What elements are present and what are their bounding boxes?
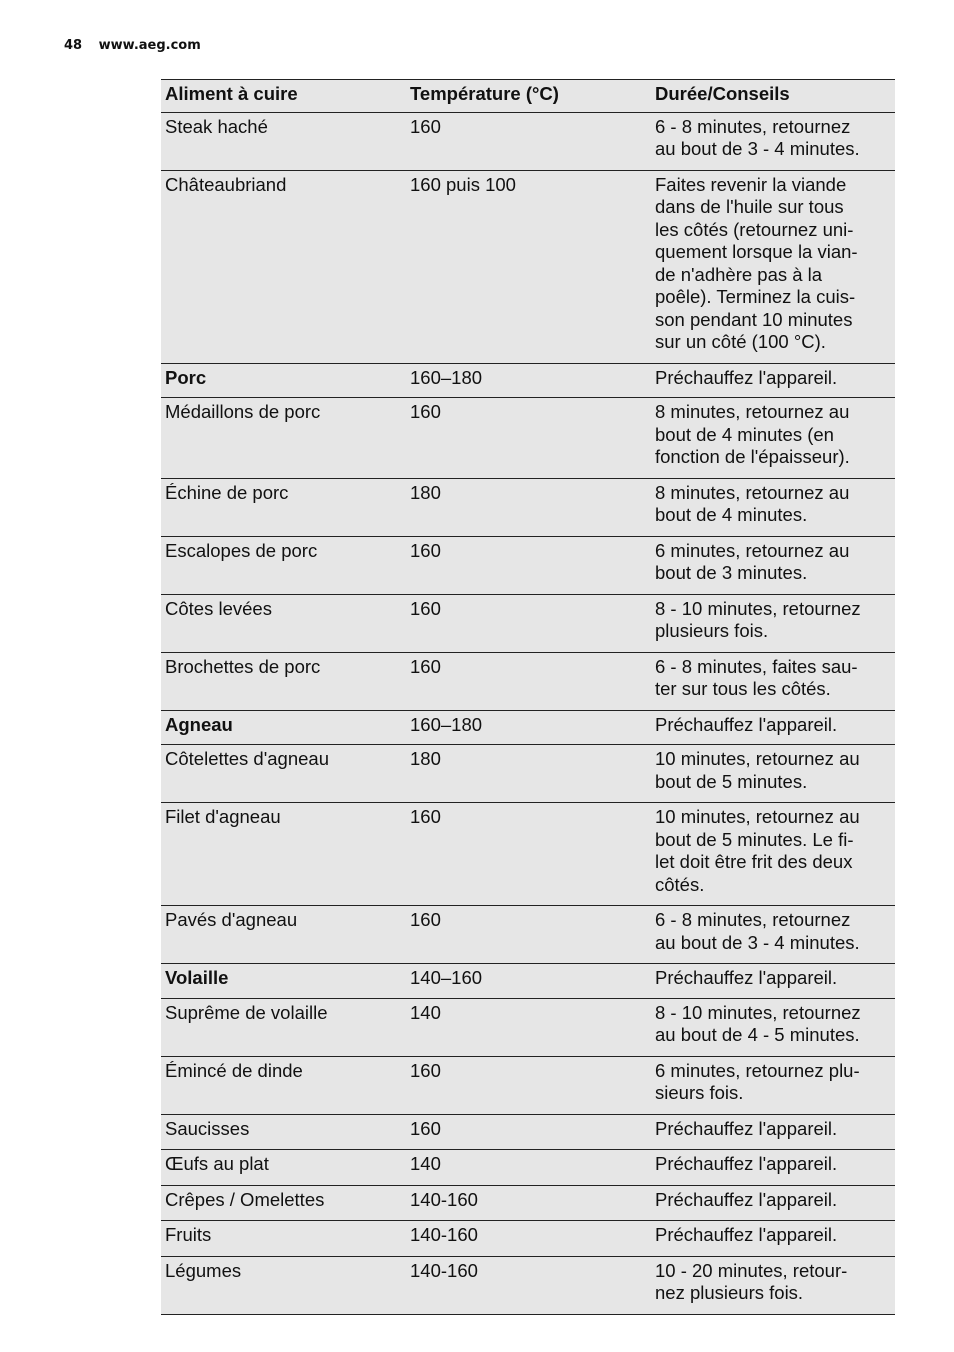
table-row: [161, 478, 895, 536]
table-row: [161, 1114, 895, 1150]
page-header: [64, 38, 201, 53]
cell-advice: 8 minutes, retournez au bout de 4 minutes.: [651, 478, 895, 536]
cell-food: Crêpes / Omelettes: [161, 1185, 406, 1221]
cell-advice: Préchauffez l'appareil.: [651, 1221, 895, 1257]
table-row: [161, 1150, 895, 1186]
cell-temperature: 160: [406, 398, 651, 479]
cell-food: Émincé de dinde: [161, 1056, 406, 1114]
cell-temperature: 140–160: [406, 964, 651, 999]
table-row: [161, 1221, 895, 1257]
cell-advice: 8 - 10 minutes, retournez au bout de 4 - 5 minutes.: [651, 998, 895, 1056]
cell-food: Œufs au plat: [161, 1150, 406, 1186]
table-header-row: [161, 80, 895, 113]
table-row: [161, 652, 895, 710]
cell-temperature: 160: [406, 906, 651, 964]
column-header-advice: Durée/Conseils: [651, 80, 895, 113]
cell-temperature: 160: [406, 1114, 651, 1150]
cell-advice: 6 minutes, retournez au bout de 3 minutes.: [651, 536, 895, 594]
site-url: www.aeg.com: [98, 38, 201, 53]
table-row: [161, 1185, 895, 1221]
table-row: [161, 998, 895, 1056]
table-row: [161, 170, 895, 363]
cell-temperature: 160 puis 100: [406, 170, 651, 363]
cell-temperature: 160: [406, 1056, 651, 1114]
table-row: [161, 1256, 895, 1314]
cell-temperature: 180: [406, 478, 651, 536]
cell-advice: Préchauffez l'appareil.: [651, 363, 895, 398]
cell-advice: 6 - 8 minutes, faites sau- ter sur tous les côtés.: [651, 652, 895, 710]
cell-temperature: 140: [406, 1150, 651, 1186]
cell-advice: 8 - 10 minutes, retournez plusieurs fois.: [651, 594, 895, 652]
cell-temperature: 160–180: [406, 710, 651, 745]
cell-food: Légumes: [161, 1256, 406, 1314]
cell-food: Porc: [161, 363, 406, 398]
cell-temperature: 140: [406, 998, 651, 1056]
cell-food: Saucisses: [161, 1114, 406, 1150]
table-row: [161, 536, 895, 594]
cell-food: Fruits: [161, 1221, 406, 1257]
cell-advice: 10 minutes, retournez au bout de 5 minutes.: [651, 745, 895, 803]
category-row: [161, 363, 895, 398]
cell-food: Échine de porc: [161, 478, 406, 536]
category-row: [161, 710, 895, 745]
cell-advice: Préchauffez l'appareil.: [651, 710, 895, 745]
cell-food: Médaillons de porc: [161, 398, 406, 479]
table-row: [161, 398, 895, 479]
cell-temperature: 160: [406, 652, 651, 710]
cell-temperature: 160: [406, 594, 651, 652]
cell-food: Côtes levées: [161, 594, 406, 652]
cell-temperature: 140-160: [406, 1221, 651, 1257]
cell-advice: 6 - 8 minutes, retournez au bout de 3 - 4 minutes.: [651, 112, 895, 170]
cell-advice: 6 minutes, retournez plu- sieurs fois.: [651, 1056, 895, 1114]
cell-advice: Préchauffez l'appareil.: [651, 1114, 895, 1150]
cell-advice: 6 - 8 minutes, retournez au bout de 3 - 4 minutes.: [651, 906, 895, 964]
cell-food: Brochettes de porc: [161, 652, 406, 710]
table-row: [161, 745, 895, 803]
cell-food: Suprême de volaille: [161, 998, 406, 1056]
cooking-table: [161, 79, 895, 1315]
table-row: [161, 1056, 895, 1114]
cell-advice: 8 minutes, retournez au bout de 4 minutes (en fonction de l'épaisseur).: [651, 398, 895, 479]
table-row: [161, 906, 895, 964]
table-row: [161, 594, 895, 652]
cell-advice: 10 - 20 minutes, retour- nez plusieurs fois.: [651, 1256, 895, 1314]
cell-temperature: 160–180: [406, 363, 651, 398]
cell-food: Châteaubriand: [161, 170, 406, 363]
cell-food: Côtelettes d'agneau: [161, 745, 406, 803]
cell-temperature: 160: [406, 536, 651, 594]
cell-food: Filet d'agneau: [161, 803, 406, 906]
cell-food: Agneau: [161, 710, 406, 745]
cell-food: Volaille: [161, 964, 406, 999]
cell-food: Steak haché: [161, 112, 406, 170]
cell-temperature: 160: [406, 803, 651, 906]
cell-temperature: 140-160: [406, 1185, 651, 1221]
column-header-food: Aliment à cuire: [161, 80, 406, 113]
table-row: [161, 112, 895, 170]
page-number: 48: [64, 38, 83, 53]
cell-advice: Préchauffez l'appareil.: [651, 1185, 895, 1221]
cell-temperature: 180: [406, 745, 651, 803]
table-row: [161, 803, 895, 906]
column-header-temperature: Température (°C): [406, 80, 651, 113]
category-row: [161, 964, 895, 999]
cell-food: Escalopes de porc: [161, 536, 406, 594]
cell-advice: 10 minutes, retournez au bout de 5 minutes. Le fi- let doit être frit des deux côtés.: [651, 803, 895, 906]
cell-food: Pavés d'agneau: [161, 906, 406, 964]
cell-temperature: 160: [406, 112, 651, 170]
cell-temperature: 140-160: [406, 1256, 651, 1314]
cell-advice: Préchauffez l'appareil.: [651, 1150, 895, 1186]
cell-advice: Préchauffez l'appareil.: [651, 964, 895, 999]
cell-advice: Faites revenir la viande dans de l'huile sur tous les côtés (retournez uni- quement lorsque la vian- de n'adhère pas à la poêle). Terminez la cuis- son pendant 10 minutes sur un côté (100 °C).: [651, 170, 895, 363]
